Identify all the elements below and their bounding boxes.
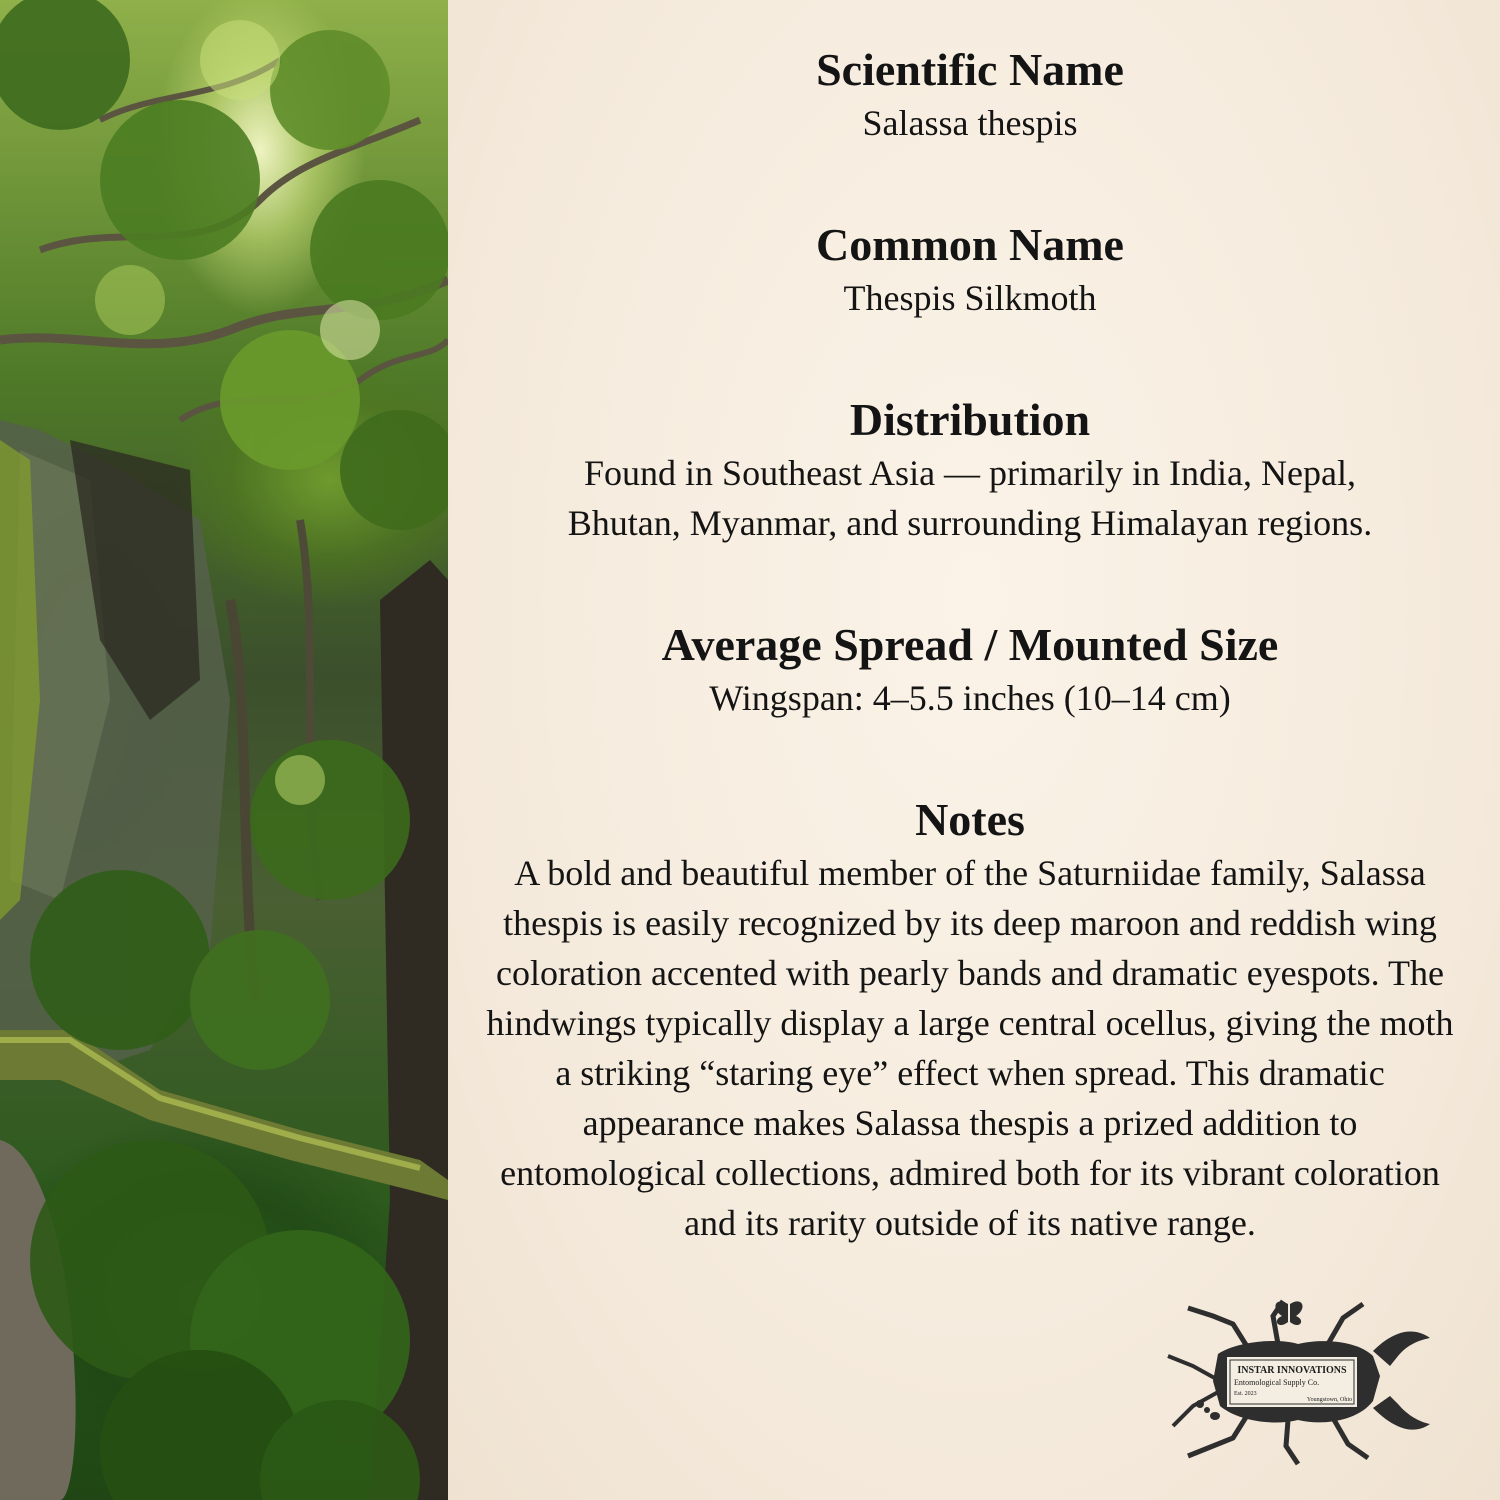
size-value: Wingspan: 4–5.5 inches (10–14 cm): [709, 678, 1231, 718]
instar-innovations-logo: [1158, 1296, 1440, 1468]
notes-section: [470, 792, 1470, 1248]
size-section: [470, 617, 1470, 723]
common-name-heading: Common Name: [816, 219, 1124, 270]
notes-body: A bold and beautiful member of the Saturniidae family, Salassa thespis is easily recognized by its deep maroon and reddish wing coloration accented with pearly bands and dramatic eyespots. The hindwings typically display a large central ocellus, giving the moth a striking “staring eye” effect when spread. This dramatic appearance makes Salassa thespis a prized addition to entomological collections, admired both for its vibrant coloration and its rarity outside of its native range.: [486, 853, 1454, 1243]
scientific-name-value: Salassa thespis: [862, 103, 1078, 143]
size-heading: Average Spread / Mounted Size: [661, 619, 1279, 670]
common-name-value: Thespis Silkmoth: [843, 278, 1097, 318]
distribution-section: [470, 392, 1470, 548]
scientific-name-heading: Scientific Name: [816, 44, 1124, 95]
common-name-section: [470, 217, 1470, 323]
logo-tagline: Entomological Supply Co.: [1234, 1378, 1320, 1387]
notes-heading: Notes: [915, 794, 1025, 845]
forest-illustration: [0, 0, 448, 1500]
logo-established: Est. 2023: [1234, 1391, 1257, 1397]
logo-location: Youngstown, Ohio: [1306, 1397, 1352, 1403]
distribution-line-1: Found in Southeast Asia — primarily in India, Nepal,: [584, 453, 1356, 493]
distribution-line-2: Bhutan, Myanmar, and surrounding Himalayan regions.: [567, 503, 1373, 543]
logo-name: INSTAR INNOVATIONS: [1237, 1365, 1347, 1376]
stag-beetle-icon: [1158, 1296, 1440, 1468]
distribution-heading: Distribution: [849, 394, 1091, 445]
forest-photo: [0, 0, 448, 1500]
scientific-name-section: [470, 42, 1470, 148]
